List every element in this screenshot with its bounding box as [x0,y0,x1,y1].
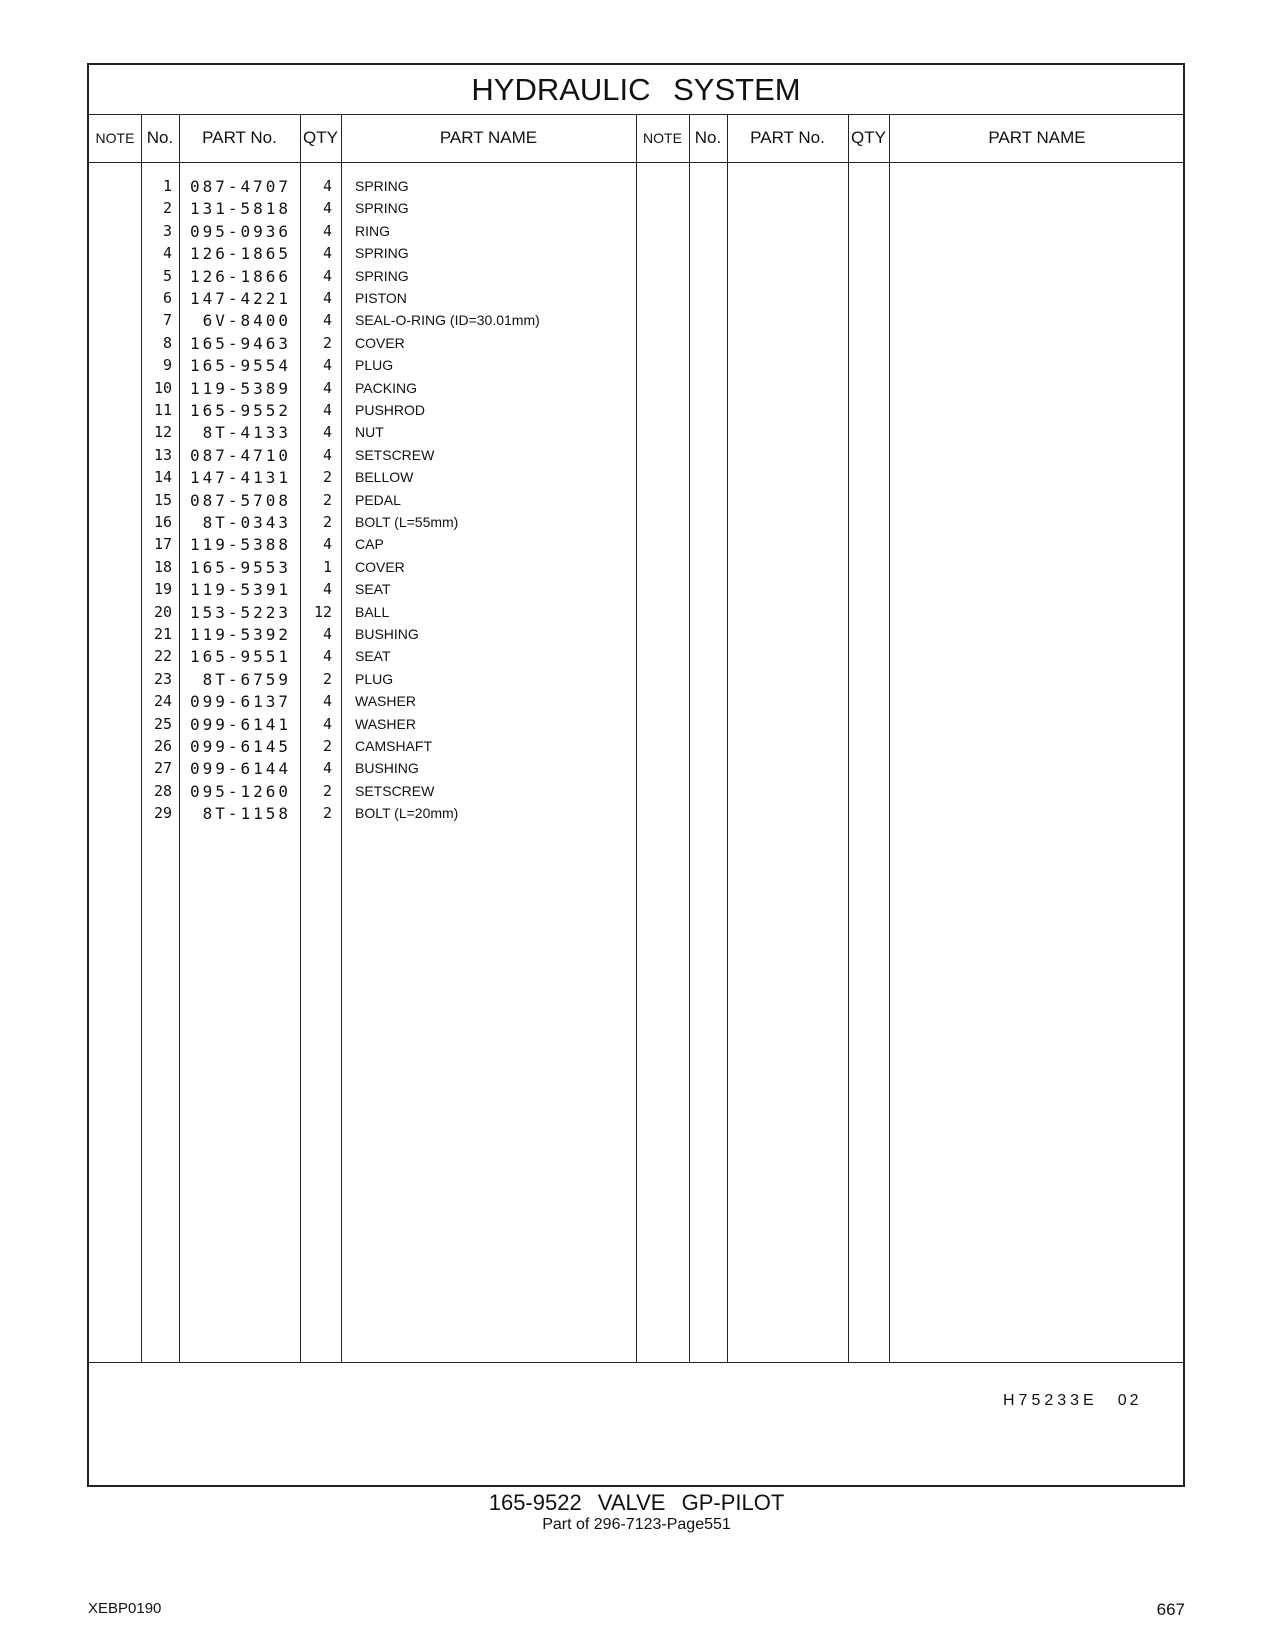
item-number: 15 [153,490,172,509]
part-number: 165-9463 [189,333,291,353]
item-number: 13 [153,445,172,464]
part-name: SEAT [355,581,391,598]
part-number: 147-4131 [189,468,291,488]
part-name: SETSCREW [355,446,435,463]
revision-number: 02 [1117,1392,1142,1409]
item-number: 7 [162,311,172,330]
table-row [89,332,1183,355]
part-name: PEDAL [355,491,401,508]
item-number: 18 [153,557,172,576]
part-name: WASHER [355,715,416,732]
assembly-reference: Part of 296-7123-Page551 [542,1516,731,1533]
quantity: 2 [322,781,332,800]
part-number: 165-9554 [189,356,291,376]
item-number: 25 [153,714,172,733]
item-number: 24 [153,692,172,711]
table-row [89,690,1183,713]
part-number: 119-5388 [189,535,291,555]
part-number: 126-1865 [189,244,291,264]
page-number: 667 [1156,1600,1185,1619]
table-row [89,421,1183,444]
item-number: 29 [153,804,172,823]
part-name: COVER [355,334,405,351]
item-number: 26 [153,737,172,755]
table-row [89,444,1183,467]
item-number: 14 [153,468,172,487]
part-name: SETSCREW [355,782,435,799]
item-number: 12 [153,423,172,442]
quantity: 2 [322,513,332,531]
table-row [89,265,1183,288]
part-number: 087-5708 [189,490,291,510]
part-number: 099-6144 [189,759,291,779]
table-row [89,645,1183,668]
document-id: XEBP0190 [88,1600,162,1617]
quantity: 4 [322,759,332,778]
quantity: 4 [322,714,332,733]
item-number: 8 [162,333,172,352]
table-row [89,578,1183,601]
item-number: 2 [162,199,172,218]
item-number: 10 [153,378,172,397]
quantity: 4 [322,356,332,375]
part-number: 119-5392 [189,625,291,644]
item-number: 23 [153,669,172,688]
table-row [89,287,1183,310]
quantity: 4 [322,378,332,397]
quantity: 4 [322,199,332,218]
item-number: 22 [153,647,172,666]
table-row [89,601,1183,624]
part-name: BELLOW [355,469,414,486]
part-name: BUSHING [355,626,419,642]
part-number: 165-9551 [189,647,291,667]
part-name: PUSHROD [355,402,426,418]
table-row [89,533,1183,556]
quantity: 4 [322,401,332,419]
header-part-name: PART NAME [439,128,538,147]
quantity: 4 [322,266,332,285]
section-title: HYDRAULIC SYSTEM [89,65,1183,115]
quantity: 2 [322,490,332,509]
table-row [89,511,1183,534]
footer-divider [89,1362,1183,1363]
table-row [89,197,1183,220]
table-row [89,242,1183,265]
assembly-title: 165-9522 VALVE GP-PILOT [488,1490,785,1515]
quantity: 2 [322,804,332,823]
part-name: WASHER [355,693,416,710]
header-qty: QTY [303,128,338,147]
table-row [89,780,1183,803]
part-name: BUSHING [355,760,419,777]
part-name: SEAT [355,648,391,665]
table-row [89,466,1183,489]
part-name: PLUG [355,670,394,687]
part-name: SPRING [355,267,409,284]
quantity: 4 [322,692,332,711]
quantity: 4 [322,221,332,240]
part-name: SPRING [355,178,409,194]
item-number: 27 [153,759,172,778]
quantity: 2 [322,669,332,688]
illustration-code: H75233E [1003,1392,1098,1409]
item-number: 1 [162,177,172,195]
header-note-2: NOTE [643,130,682,146]
part-number: 147-4221 [189,289,291,308]
part-number: 095-0936 [189,221,291,241]
item-number: 11 [153,401,172,419]
part-name: PLUG [355,357,394,374]
quantity: 12 [313,602,332,621]
part-name: COVER [355,558,405,575]
header-no: No. [146,128,174,147]
table-row [89,623,1183,646]
part-number: 099-6141 [189,714,291,734]
quantity: 4 [322,625,332,643]
quantity: 4 [322,647,332,666]
header-note: NOTE [95,130,135,146]
part-name: BOLT (L=55mm) [355,514,459,530]
quantity: 4 [322,177,332,195]
parts-sheet [87,63,1185,1487]
item-number: 16 [153,513,172,531]
quantity: 4 [322,311,332,330]
quantity: 2 [322,333,332,352]
part-number: 119-5391 [189,580,291,600]
item-number: 9 [162,356,172,375]
part-name: NUT [355,424,384,441]
item-number: 21 [153,625,172,643]
part-number: 153-5223 [189,602,291,622]
part-number: 165-9552 [189,401,291,420]
part-number: 099-6145 [189,737,291,756]
table-row [89,399,1183,422]
quantity: 4 [322,423,332,442]
table-row [89,757,1183,780]
table-row [89,668,1183,691]
part-name: SPRING [355,245,409,262]
item-number: 6 [162,289,172,307]
item-number: 20 [153,602,172,621]
quantity: 4 [322,445,332,464]
part-number: 126-1866 [189,266,291,286]
part-name: CAP [355,536,384,553]
item-number: 19 [153,580,172,599]
part-number: 095-1260 [189,781,291,801]
part-name: BOLT (L=20mm) [355,805,459,822]
part-number: 099-6137 [189,692,291,712]
part-number: 8T-4133 [202,423,291,443]
quantity: 4 [322,535,332,554]
quantity: 2 [322,468,332,487]
quantity: 1 [322,557,332,576]
part-number: 8T-0343 [202,513,291,532]
item-number: 28 [153,781,172,800]
table-row [89,713,1183,736]
quantity: 2 [322,737,332,755]
part-number: 119-5389 [189,378,291,398]
item-number: 3 [162,221,172,240]
header-part-name-2: PART NAME [988,128,1086,147]
part-name: CAMSHAFT [355,738,432,754]
table-row [89,556,1183,579]
part-name: SEAL-O-RING (ID=30.01mm) [355,312,540,329]
part-number: 8T-6759 [202,669,291,689]
table-row [89,802,1183,825]
table-row [89,377,1183,400]
part-number: 165-9553 [189,557,291,577]
part-number: 131-5818 [189,199,291,219]
table-row [89,220,1183,243]
part-name: SPRING [355,200,409,217]
table-row [89,735,1183,758]
table-row [89,354,1183,377]
part-name: RING [355,222,390,239]
part-name: PACKING [355,379,417,396]
header-part-no: PART No. [202,128,277,147]
quantity: 4 [322,580,332,599]
item-number: 5 [162,266,172,285]
quantity: 4 [322,244,332,263]
table-row [89,175,1183,198]
header-part-no-2: PART No. [750,128,825,147]
caption [0,1490,1273,1534]
illustration-code-block [1003,1392,1142,1410]
table-row [89,309,1183,332]
table-row [89,489,1183,512]
header-qty-2: QTY [851,128,886,147]
header-no-2: No. [694,128,722,147]
item-number: 4 [162,244,172,263]
part-number: 087-4707 [189,177,291,196]
part-name: BALL [355,603,390,620]
item-number: 17 [153,535,172,554]
part-name: PISTON [355,290,407,306]
part-number: 6V-8400 [202,311,291,331]
part-number: 8T-1158 [202,804,291,824]
part-number: 087-4710 [189,445,291,465]
quantity: 4 [322,289,332,307]
